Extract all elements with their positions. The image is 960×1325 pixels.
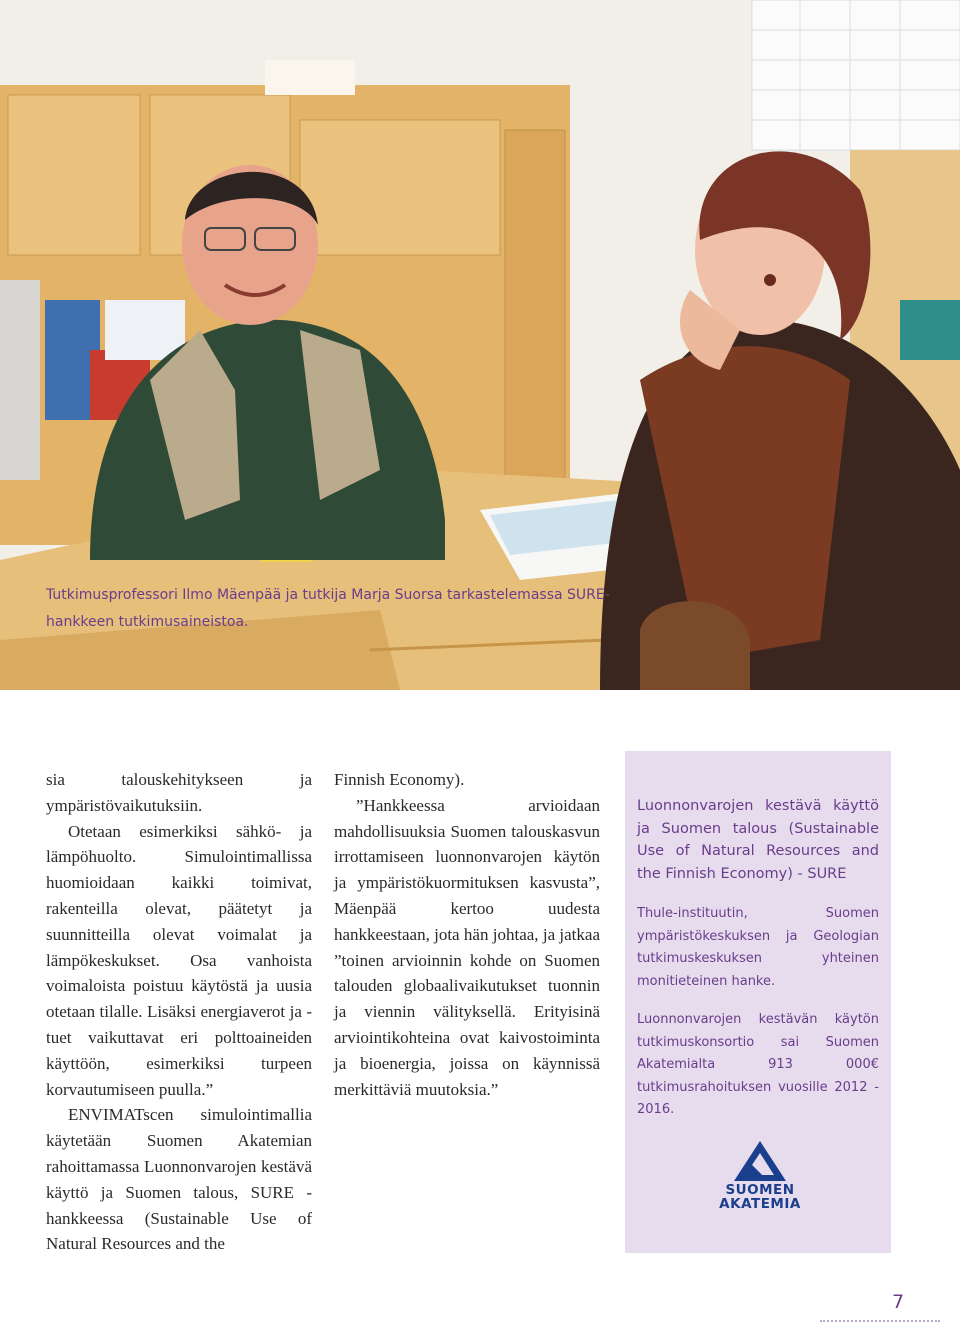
paragraph: ENVIMATscen simulointimallia käytetään Suomen Akatemian rahoittamassa Luonnonvarojen kestävä käyttö ja Suomen talous, SURE -hankkeessa (Sustainable Use of Natural Resources and the: [46, 1105, 312, 1254]
logo-text-line1: SUOMEN: [725, 1182, 795, 1198]
body-column-2: [334, 767, 600, 1102]
page-number: 7: [892, 1291, 905, 1313]
paragraph: sia talouskehitykseen ja ympäristövaikutuksiin.: [46, 770, 312, 815]
info-sidebar: [625, 751, 891, 1253]
sidebar-text: Thule-instituutin, Suomen ympäristökeskuksen ja Geologian tutkimuskeskuksen yhteinen monitieteinen hanke.: [637, 906, 879, 989]
sidebar-text: Luonnonvarojen kestävän käytön tutkimuskonsortio sai Suomen Akatemialta 913 000€ tutkimusrahoituksen vuosille 2012 - 2016.: [637, 1012, 879, 1117]
logo-text-line2: AKATEMIA: [719, 1196, 801, 1212]
mountain-logo-icon: [732, 1139, 788, 1183]
footer-dotted-line: [820, 1320, 940, 1322]
paragraph: Finnish Economy).: [334, 770, 465, 789]
suomen-akatemia-logo: [715, 1139, 805, 1219]
body-column-1: [46, 767, 312, 1257]
sidebar-title: Luonnonvarojen kestävä käyttö ja Suomen talous (Sustainable Use of Natural Resources and the Finnish Economy) - SURE: [637, 798, 879, 882]
paragraph: ”Hankkeessa arvioidaan mahdollisuuksia Suomen talouskasvun irrottamiseen luonnonvarojen käytön ja ympäristökuormituksen kasvusta”, Mäenpää kertoo uudesta hankkeestaan, jota hän johtaa, ja jatkaa ”toinen arvioinnin kohde on Suomen talouden globaalivaikutukset tuonnin ja viennin välityksellä. Erityisinä arviointikohteina ovat kaivostoiminta ja bioenergia, joissa on käynnissä merkittäviä muutoksia.”: [334, 795, 600, 1099]
paragraph: Otetaan esimerkiksi sähkö- ja lämpöhuolto. Simulointimallissa huomioidaan kaikki toimivat, rakenteilla olevat, päätetyt ja suunnitteilla olevat voimalat ja lämpökeskukset. Osa vanhoista voimaloista poistuu käytöstä ja uusia otetaan tilalle. Lisäksi energiaverot ja -tuet vaikuttavat eri polttoaineiden käyttöön, esimerkiksi turpeen korvautumiseen puulla.”: [46, 821, 312, 1099]
photo-caption: Tutkimusprofessori Ilmo Mäenpää ja tutkija Marja Suorsa tarkastelemassa SURE-hankkeen tutkimusaineistoa.: [46, 587, 610, 630]
